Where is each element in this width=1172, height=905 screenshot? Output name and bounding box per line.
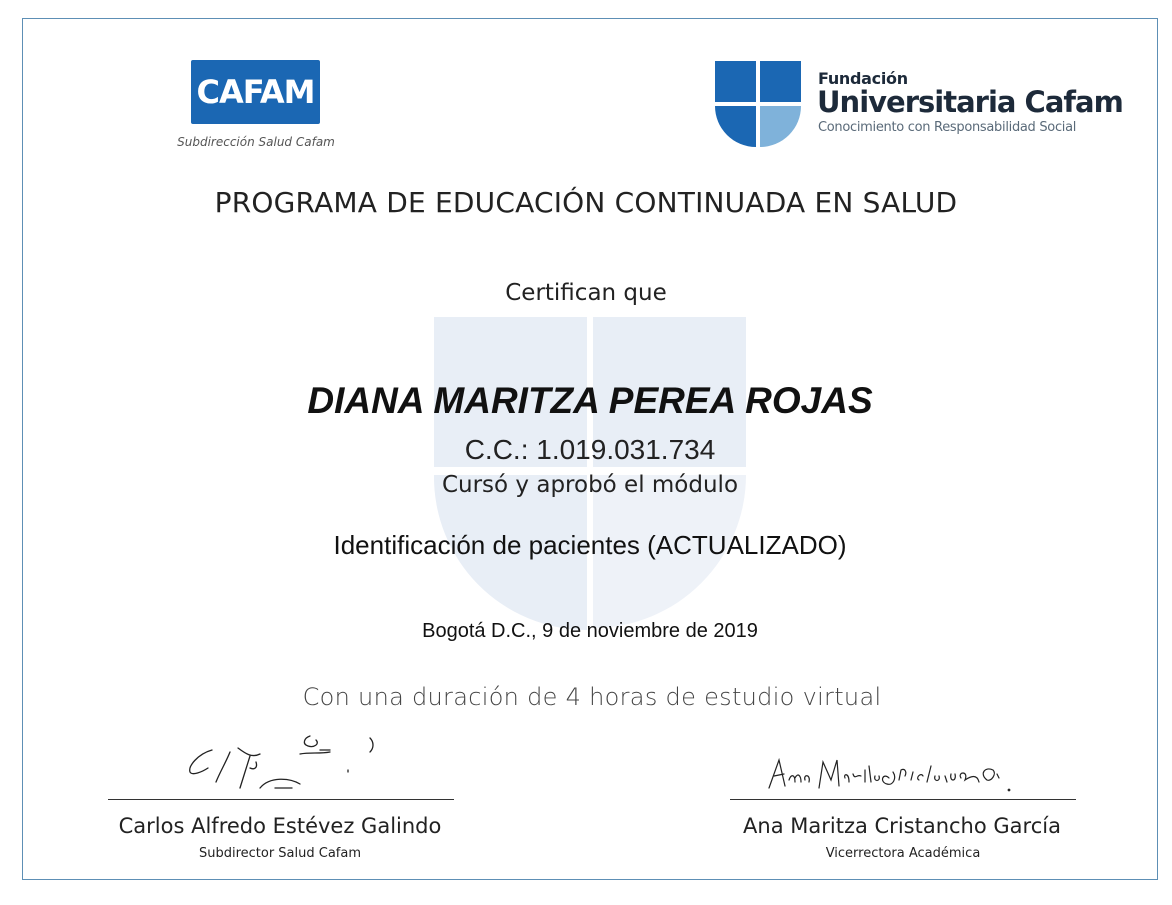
cafam-logo <box>191 60 320 124</box>
fundacion-line2: Universitaria Cafam <box>817 85 1123 119</box>
issue-date: Bogotá D.C., 9 de noviembre de 2019 <box>422 620 758 642</box>
certifican-text: Certifican que <box>505 280 667 306</box>
signature-carlos-icon <box>180 728 380 800</box>
cafam-subtitle: Subdirección Salud Cafam <box>177 135 335 149</box>
fundacion-logo-icon <box>715 61 801 147</box>
signature-line-1 <box>108 799 454 800</box>
signatory-2-name: Ana Maritza Cristancho García <box>743 814 1061 838</box>
signatory-1-role: Subdirector Salud Cafam <box>198 846 362 861</box>
signature-line-2 <box>730 799 1076 800</box>
signatory-1-name: Carlos Alfredo Estévez Galindo <box>118 814 442 838</box>
fundacion-line1: Fundación <box>818 69 908 88</box>
approved-text: Cursó y aprobó el módulo <box>441 472 739 498</box>
signature-ana-icon <box>765 752 1025 800</box>
cafam-wordmark: CAFAM <box>196 73 315 111</box>
duration-text: Con una duración de 4 horas de estudio virtual <box>302 683 882 711</box>
signatory-2-role: Vicerrectora Académica <box>825 846 981 861</box>
recipient-name: DIANA MARITZA PEREA ROJAS <box>307 380 873 421</box>
program-title: PROGRAMA DE EDUCACIÓN CONTINUADA EN SALUD <box>214 186 958 219</box>
fundacion-tagline: Conocimiento con Responsabilidad Social <box>818 120 1077 135</box>
id-number: C.C.: 1.019.031.734 <box>464 434 716 465</box>
module-name: Identificación de pacientes (ACTUALIZADO) <box>333 530 847 560</box>
